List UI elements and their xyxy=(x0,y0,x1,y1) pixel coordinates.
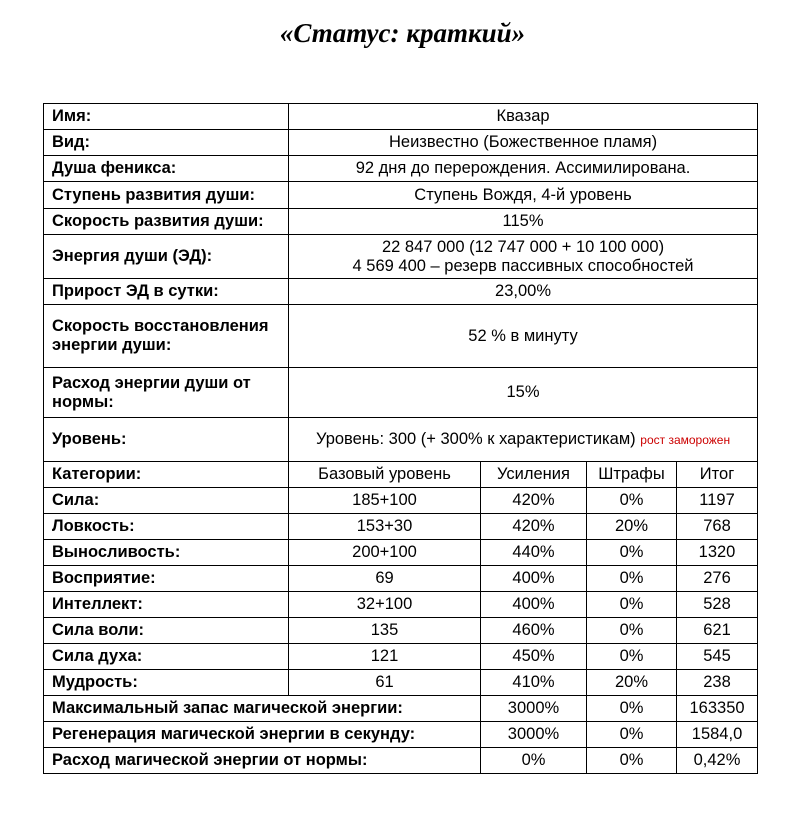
row-label: Скорость восстановления энергии души: xyxy=(44,305,289,368)
stat-row xyxy=(44,670,758,696)
magic-penalty: 0% xyxy=(587,696,677,722)
status-table xyxy=(43,103,758,774)
stat-base: 121 xyxy=(289,644,481,670)
stats-header-row xyxy=(44,462,758,488)
magic-row xyxy=(44,696,758,722)
row-value: 23,00% xyxy=(289,279,758,305)
stat-boost: 400% xyxy=(481,566,587,592)
row-value: 115% xyxy=(289,209,758,235)
stat-penalty: 0% xyxy=(587,644,677,670)
info-row xyxy=(44,130,758,156)
header-category: Категории: xyxy=(44,462,289,488)
header-total: Итог xyxy=(677,462,758,488)
stat-name: Сила духа: xyxy=(44,644,289,670)
stat-row xyxy=(44,514,758,540)
stat-name: Ловкость: xyxy=(44,514,289,540)
info-row xyxy=(44,104,758,130)
stat-row xyxy=(44,488,758,514)
row-value-line: 4 569 400 – резерв пассивных способностей xyxy=(352,256,694,275)
stat-base: 153+30 xyxy=(289,514,481,540)
stat-row xyxy=(44,618,758,644)
frozen-note: рост заморожен xyxy=(640,432,731,447)
stat-row xyxy=(44,540,758,566)
row-value: Неизвестно (Божественное пламя) xyxy=(289,130,758,156)
stat-total: 1320 xyxy=(677,540,758,566)
magic-boost: 0% xyxy=(481,748,587,774)
stat-name: Сила: xyxy=(44,488,289,514)
row-label: Имя: xyxy=(44,104,289,130)
level-text: Уровень: 300 (+ 300% к характеристикам) xyxy=(315,429,636,448)
row-label: Скорость развития души: xyxy=(44,209,289,235)
info-row xyxy=(44,279,758,305)
stat-boost: 420% xyxy=(481,514,587,540)
row-label: Расход энергии души от нормы: xyxy=(44,368,289,418)
stat-boost: 460% xyxy=(481,618,587,644)
stat-row xyxy=(44,592,758,618)
row-value: Квазар xyxy=(289,104,758,130)
stat-penalty: 0% xyxy=(587,566,677,592)
stat-boost: 420% xyxy=(481,488,587,514)
stat-penalty: 20% xyxy=(587,514,677,540)
magic-penalty: 0% xyxy=(587,722,677,748)
magic-penalty: 0% xyxy=(587,748,677,774)
magic-name: Расход магической энергии от нормы: xyxy=(44,748,481,774)
magic-total: 0,42% xyxy=(677,748,758,774)
info-row xyxy=(44,368,758,418)
row-value xyxy=(289,235,758,279)
stat-base: 135 xyxy=(289,618,481,644)
stat-row xyxy=(44,644,758,670)
stat-total: 528 xyxy=(677,592,758,618)
stat-base: 185+100 xyxy=(289,488,481,514)
stat-penalty: 0% xyxy=(587,618,677,644)
stat-total: 621 xyxy=(677,618,758,644)
magic-boost: 3000% xyxy=(481,722,587,748)
stat-name: Восприятие: xyxy=(44,566,289,592)
header-penalty: Штрафы xyxy=(587,462,677,488)
info-row xyxy=(44,156,758,182)
stat-total: 238 xyxy=(677,670,758,696)
stat-total: 276 xyxy=(677,566,758,592)
stat-total: 768 xyxy=(677,514,758,540)
header-boost: Усиления xyxy=(481,462,587,488)
magic-row xyxy=(44,722,758,748)
stat-boost: 400% xyxy=(481,592,587,618)
stat-total: 1197 xyxy=(677,488,758,514)
info-row xyxy=(44,182,758,209)
magic-name: Максимальный запас магической энергии: xyxy=(44,696,481,722)
magic-boost: 3000% xyxy=(481,696,587,722)
stat-penalty: 20% xyxy=(587,670,677,696)
stat-base: 61 xyxy=(289,670,481,696)
page-title: «Статус: краткий» xyxy=(279,18,526,48)
stat-name: Интеллект: xyxy=(44,592,289,618)
stat-penalty: 0% xyxy=(587,488,677,514)
magic-total: 163350 xyxy=(677,696,758,722)
info-row xyxy=(44,305,758,368)
magic-row xyxy=(44,748,758,774)
stat-boost: 410% xyxy=(481,670,587,696)
row-value: 52 % в минуту xyxy=(289,305,758,368)
header-base: Базовый уровень xyxy=(289,462,481,488)
stat-name: Мудрость: xyxy=(44,670,289,696)
row-label: Вид: xyxy=(44,130,289,156)
magic-name: Регенерация магической энергии в секунду: xyxy=(44,722,481,748)
stat-penalty: 0% xyxy=(587,592,677,618)
info-row xyxy=(44,235,758,279)
info-row xyxy=(44,209,758,235)
stat-name: Сила воли: xyxy=(44,618,289,644)
stat-boost: 450% xyxy=(481,644,587,670)
row-label: Душа феникса: xyxy=(44,156,289,182)
row-label: Прирост ЭД в сутки: xyxy=(44,279,289,305)
info-row xyxy=(44,418,758,462)
row-value-line: 22 847 000 (12 747 000 + 10 100 000) xyxy=(381,237,665,256)
stat-penalty: 0% xyxy=(587,540,677,566)
stat-base: 32+100 xyxy=(289,592,481,618)
row-label: Энергия души (ЭД): xyxy=(44,235,289,279)
row-value: Ступень Вождя, 4-й уровень xyxy=(289,182,758,209)
stat-name: Выносливость: xyxy=(44,540,289,566)
row-label: Уровень: xyxy=(44,418,289,462)
stat-total: 545 xyxy=(677,644,758,670)
row-value xyxy=(289,418,758,462)
magic-total: 1584,0 xyxy=(677,722,758,748)
stat-base: 200+100 xyxy=(289,540,481,566)
row-label: Ступень развития души: xyxy=(44,182,289,209)
row-value: 92 дня до перерождения. Ассимилирована. xyxy=(289,156,758,182)
stat-base: 69 xyxy=(289,566,481,592)
stat-boost: 440% xyxy=(481,540,587,566)
row-value: 15% xyxy=(289,368,758,418)
stat-row xyxy=(44,566,758,592)
